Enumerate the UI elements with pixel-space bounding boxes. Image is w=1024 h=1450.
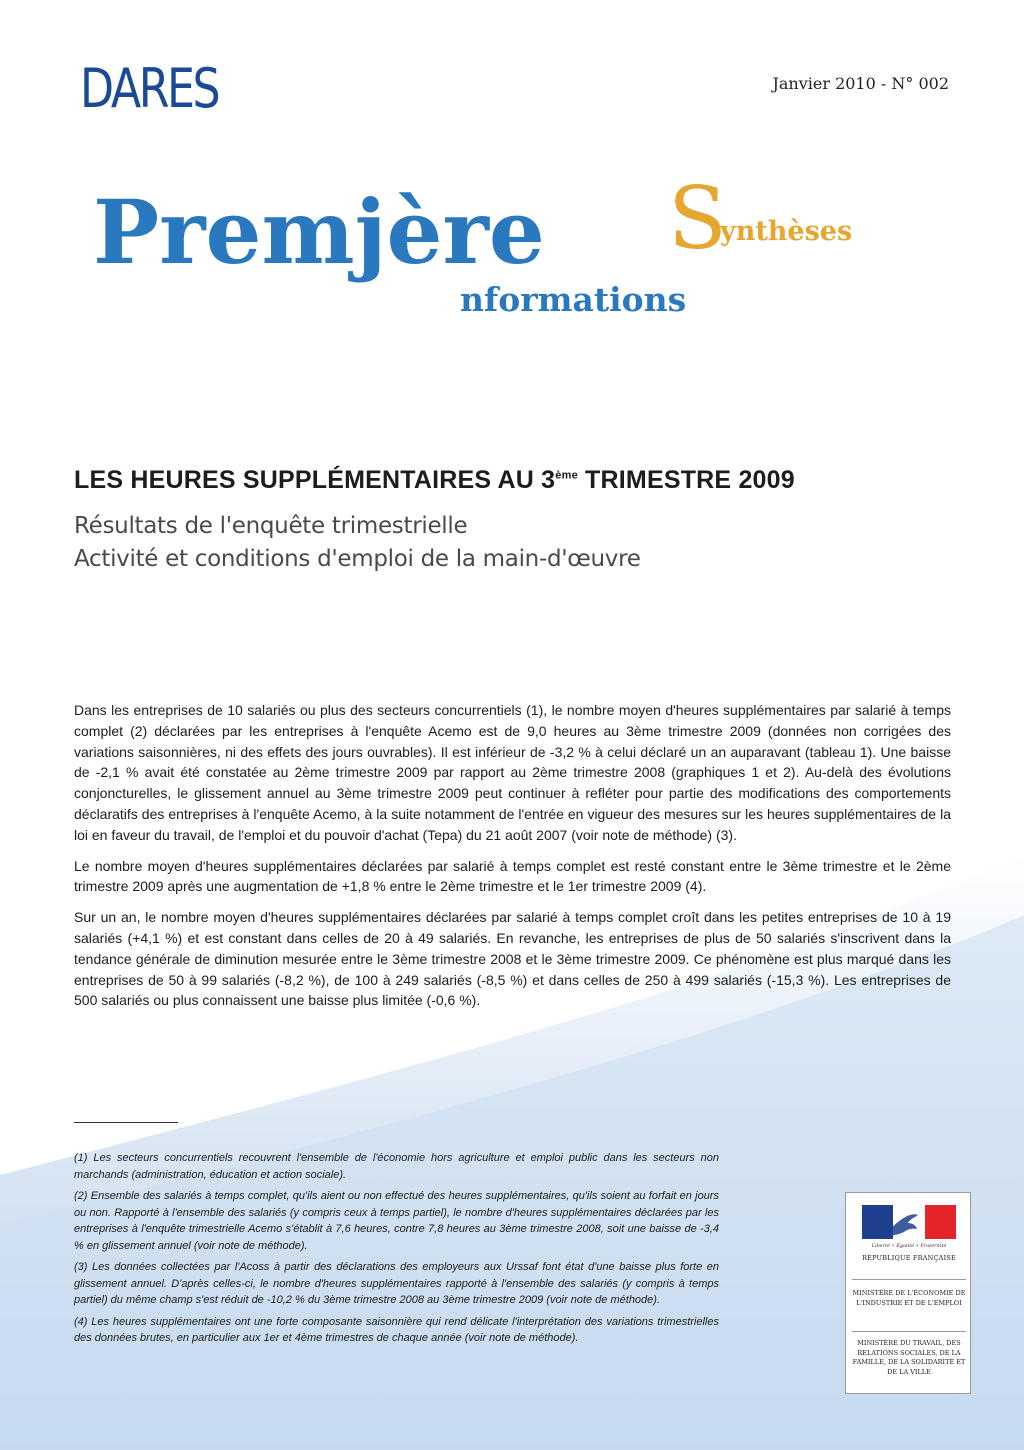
footnote: (2) Ensemble des salariés à temps complet, qu'ils aient ou non effectué des heures supplémentaires, qu'ils soient au forfait en jours ou non. Rapporté à l'ensemble des salariés (y compris ceux à temps partiel), le nombre d'heures supplémentaires déclarées par les entreprises à l'enquête trimestrielle Acemo s'établit à 7,6 heures, contre 7,8 heures au 3ème trimestre 2008, soit une baisse de -3,4 % en glissement annuel (voir note de méthode).	[74, 1190, 719, 1252]
footnote: (3) Les données collectées par l'Acoss à partir des déclarations des employeurs aux Urssaf font état d'une baisse plus forte en glissement annuel. D'après celles-ci, le nombre d'heures supplémentaires rapporté à l'ensemble des salariés (y compris à temps partiel) du même champ s'est réduit de -10,2 % du 3ème trimestre 2008 au 3ème trimestre 2009 (voir note de méthode).	[74, 1261, 719, 1306]
issue-date: Janvier 2010 - N° 002	[772, 74, 949, 93]
ministry-divider	[852, 1331, 966, 1332]
logo-syntheses: ynthèses	[720, 216, 853, 247]
ministry-economie: MINISTÈRE DE L'ÉCONOMIE DE L'INDUSTRIE ET DE L'EMPLOI	[852, 1289, 966, 1307]
body-paragraph: Sur un an, le nombre moyen d'heures supplémentaires déclarées par salarié à temps complet croît dans les petites entreprises de 10 à 19 salariés (+4,1 %) et est constant dans celles de 20 à 49 salariés. En revanche, les entreprises de plus de 50 salariés s'inscrivent dans la tendance générale de diminution mesurée entre le 3ème trimestre 2008 et le 3ème trimestre 2009. Ce phénomène est plus marqué dans les entreprises de 50 à 99 salariés (-8,2 %), de 100 à 249 salariés (-8,5 %) et dans celles de 250 à 499 salariés (-15,3 %). Les entreprises de 500 salariés ou plus connaissent une baisse plus limitée (-0,6 %).	[74, 909, 951, 1009]
body-text	[74, 700, 951, 1021]
ministry-logo-block	[845, 1192, 971, 1394]
marianne-flag-icon	[862, 1205, 956, 1239]
logo-premiere: Premjère	[93, 180, 545, 284]
republic-motto: Liberté • Égalité • Fraternité	[871, 1243, 947, 1249]
title-part-2: TRIMESTRE 2009	[577, 466, 795, 494]
title-superscript: ème	[555, 469, 578, 482]
footnote: (1) Les secteurs concurrentiels recouvrent l'ensemble de l'économie hors agriculture et emploi public dans les secteurs non marchands (administration, éducation et action sociale).	[74, 1152, 719, 1181]
republique-francaise: RÉPUBLIQUE FRANÇAISE	[862, 1254, 956, 1262]
subtitle-line-1: Résultats de l'enquête trimestrielle	[74, 513, 468, 539]
body-paragraph: Le nombre moyen d'heures supplémentaires déclarées par salarié à temps complet est resté constant entre le 3ème trimestre et le 2ème trimestre 2009 après une augmentation de +1,8 % entre le 2ème trimestre et le 1er trimestre 2009 (4).	[74, 857, 951, 895]
footnotes	[74, 1150, 719, 1352]
ministry-travail: MINISTÈRE DU TRAVAIL, DES RELATIONS SOCIALES, DE LA FAMILLE, DE LA SOLIDARITÉ ET DE LA VILLE	[852, 1339, 966, 1376]
dares-logo: DARES	[80, 57, 219, 120]
footnote: (4) Les heures supplémentaires ont une forte composante saisonnière qui rend délicate l'interprétation des variations trimestrielles des données brutes, en particulier aux 1er et 4ème trimestres de chaque année (voir note de méthode).	[74, 1315, 719, 1344]
ministry-divider	[852, 1279, 966, 1280]
logo-syntheses-initial: S	[668, 169, 727, 269]
title-part-1: LES HEURES SUPPLÉMENTAIRES AU 3	[74, 466, 556, 494]
subtitle-line-2: Activité et conditions d'emploi de la main-d'œuvre	[74, 546, 641, 572]
page-title	[74, 466, 795, 495]
logo-informations: nformations	[460, 280, 687, 319]
page-subtitle	[74, 510, 641, 576]
footnote-divider	[74, 1122, 178, 1123]
body-paragraph: Dans les entreprises de 10 salariés ou plus des secteurs concurrentiels (1), le nombre moyen d'heures supplémentaires par salarié à temps complet (2) déclarées par les entreprises à l'enquête Acemo est de 9,0 heures au 3ème trimestre 2009 (données non corrigées des variations saisonnières, ni des effets des jours ouvrables). Il est inférieur de -3,2 % à celui déclaré un an auparavant (tableau 1). Une baisse de -2,1 % avait été constatée au 2ème trimestre 2009 par rapport au 2ème trimestre 2008 (graphiques 1 et 2). Au-delà des évolutions conjoncturelles, le glissement annuel au 3ème trimestre 2009 peut continuer à refléter pour partie des modifications des comportements déclaratifs des entreprises à l'enquête Acemo, à la suite notamment de l'entrée en vigueur des mesures sur les heures supplémentaires de la loi en faveur du travail, de l'emploi et du pouvoir d'achat (Tepa) du 21 août 2007 (voir note de méthode) (3).	[74, 702, 951, 843]
